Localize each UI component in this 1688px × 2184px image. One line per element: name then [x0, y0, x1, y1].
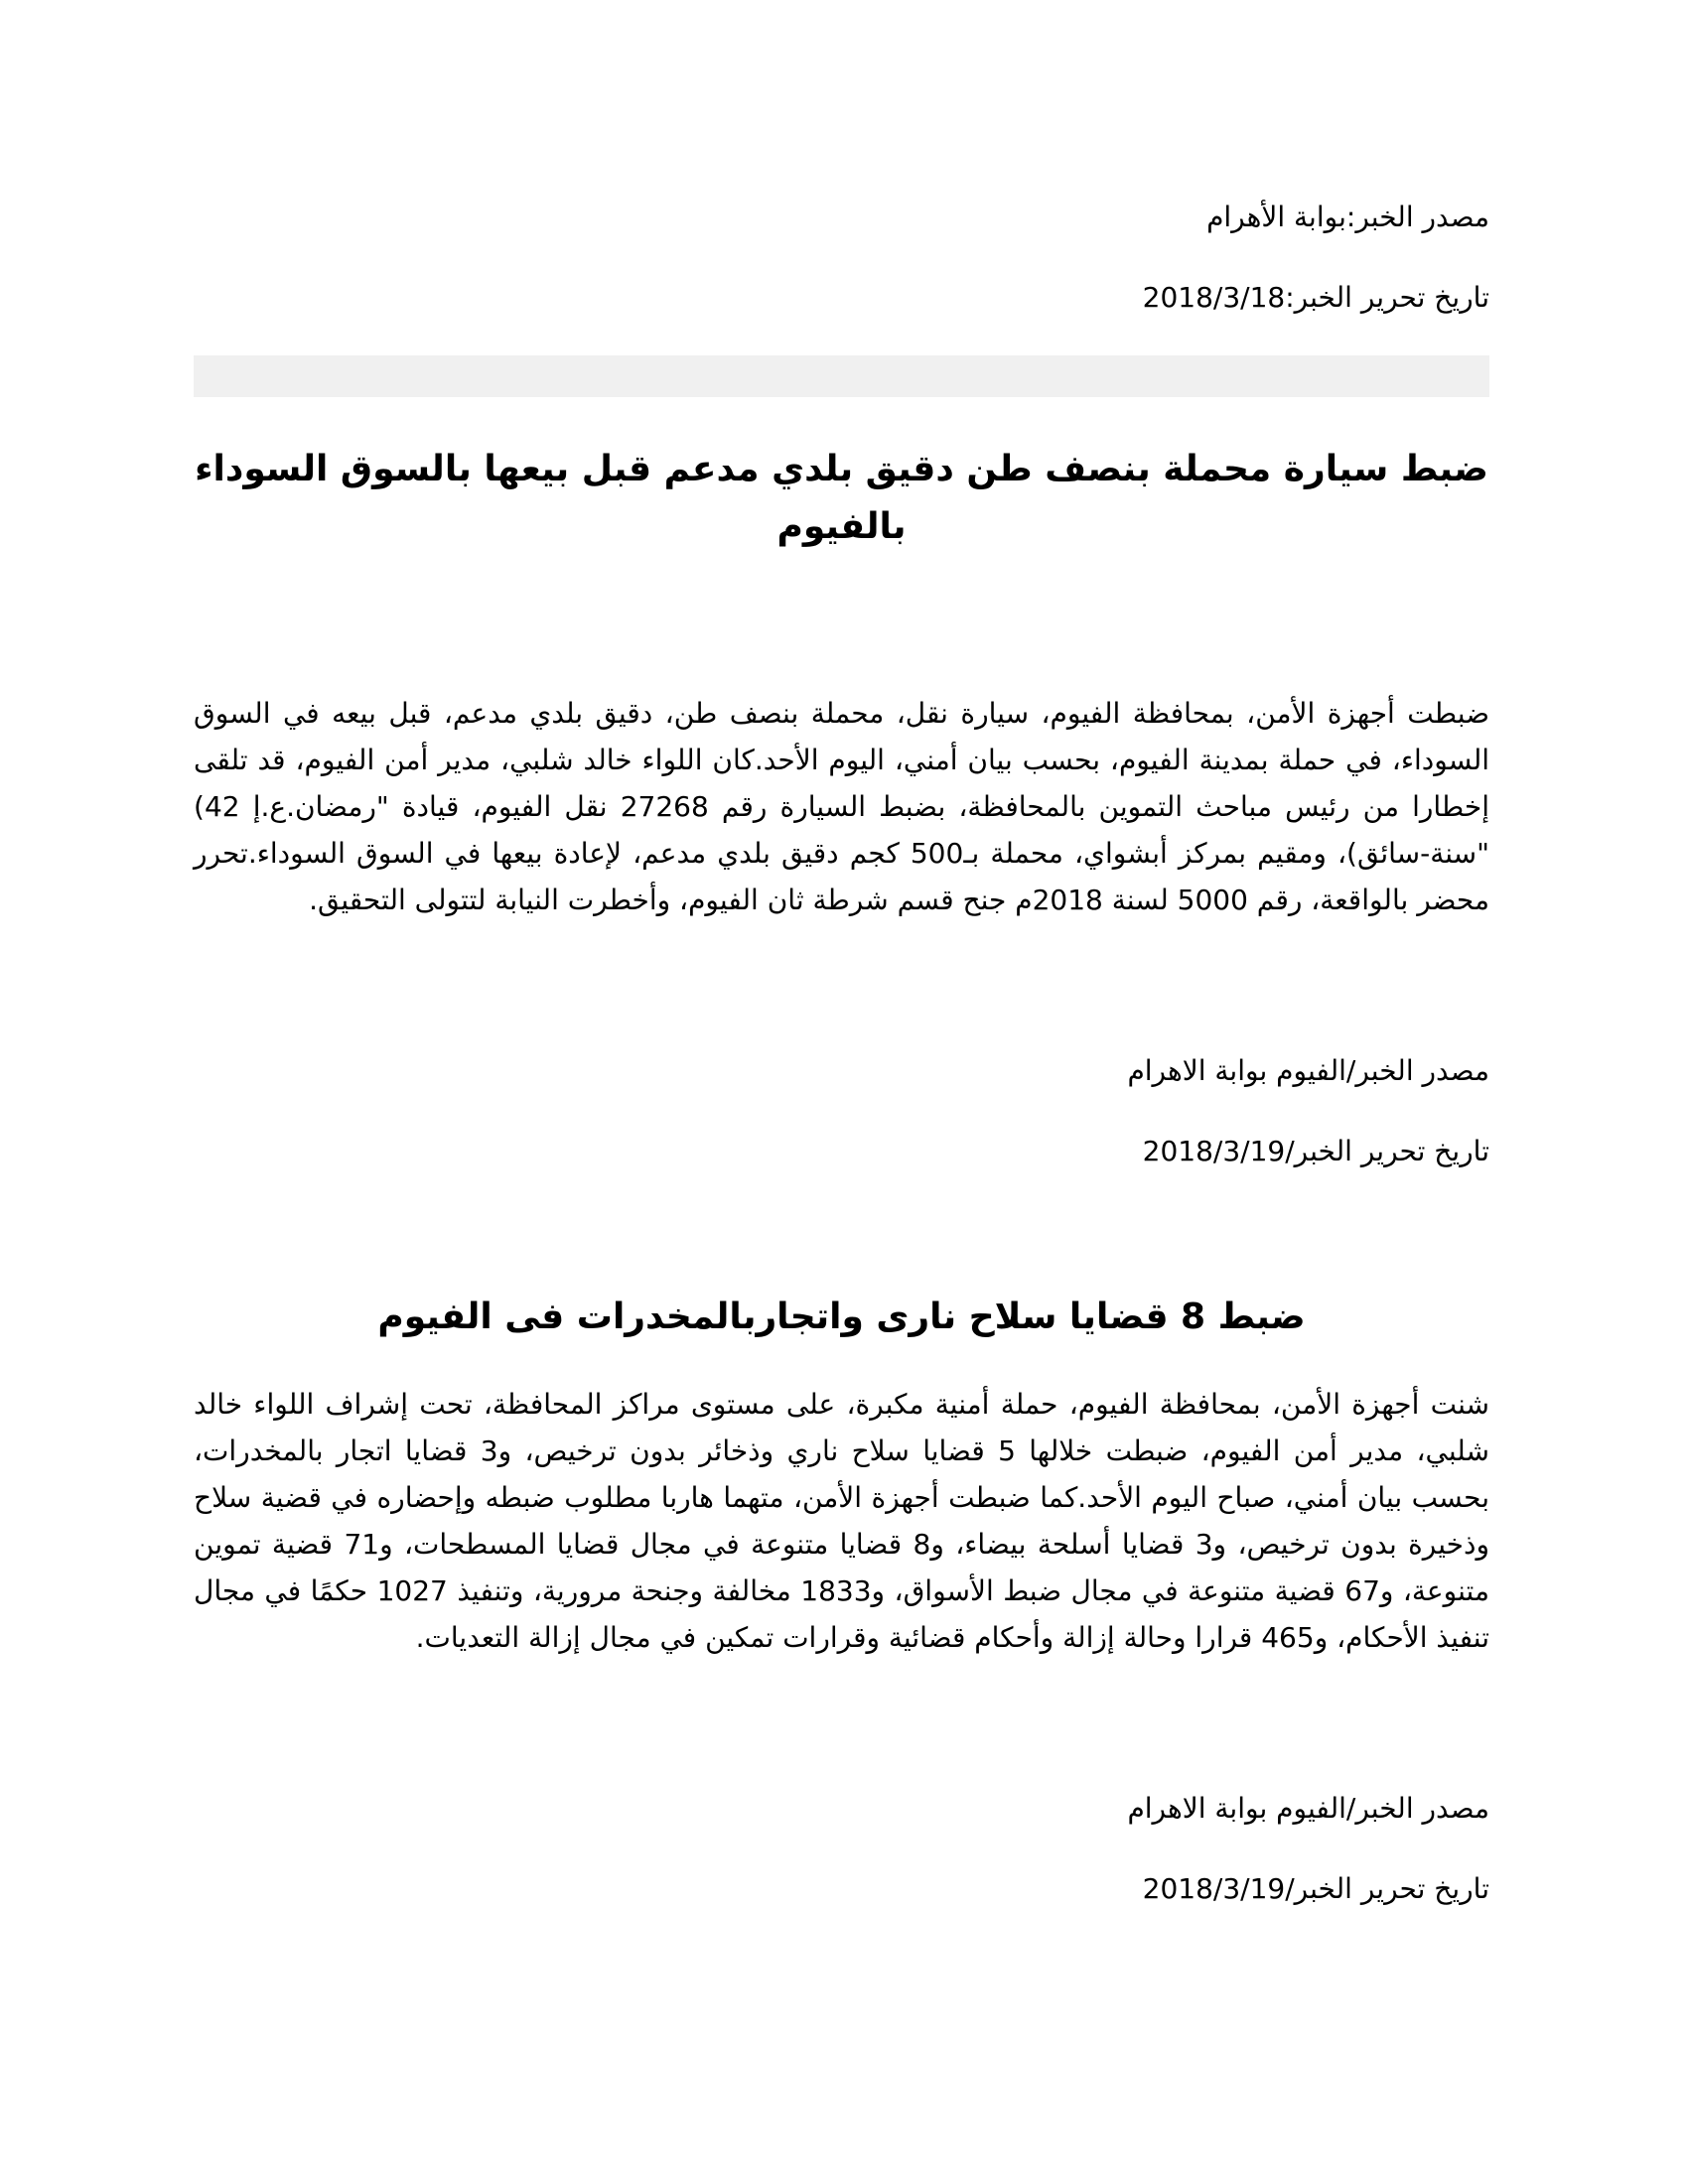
article-2-body: شنت أجهزة الأمن، بمحافظة الفيوم، حملة أمنية مكبرة، على مستوى مراكز المحافظة، تحت إشراف اللواء خالد شلبي، مدير أمن الفيوم، ضبطت خلالها 5 قضايا سلاح ناري وذخائر بدون ترخيص، و3 قضايا اتجار بالمخدرات، بحسب بيان أمني، صباح اليوم الأحد.كما ضبطت أجهزة الأمن، متهما هاربا مطلوب ضبطه وإحضاره في قضية سلاح وذخيرة بدون ترخيص، و3 قضايا أسلحة بيضاء، و8 قضايا متنوعة في مجال قضايا المسطحات، و71 قضية تموين متنوعة، و67 قضية متنوعة في مجال ضبط الأسواق، و1833 مخالفة وجنحة مرورية، وتنفيذ 1027 حكمًا في مجال تنفيذ الأحكام، و465 قرارا وحالة إزالة وأحكام قضائية وقرارات تمكين في مجال إزالة التعديات. [194, 1388, 1490, 1654]
article-2-title: ضبط 8 قضايا سلاح نارى واتجاربالمخدرات فى الفيوم [377, 1297, 1306, 1337]
header-date: تاريخ تحرير الخبر:2018/3/18 [1142, 281, 1489, 314]
article-1-body: ضبطت أجهزة الأمن، بمحافظة الفيوم، سيارة نقل، محملة بنصف طن، دقيق بلدي مدعم، قبل بيعه في السوق السوداء، في حملة بمدينة الفيوم، بحسب بيان أمني، اليوم الأحد.كان اللواء خالد شلبي، مدير أمن الفيوم، قد تلقى إخطارا من رئيس مباحث التموين بالمحافظة، بضبط السيارة رقم 27268 نقل الفيوم، قيادة "رمضان.ع.إ 42) "سنة-سائق)، ومقيم بمركز أبشواي، محملة بـ500 كجم دقيق بلدي مدعم، لإعادة بيعها في السوق السوداء.تحرر محضر بالواقعة، رقم 5000 لسنة 2018م جنح قسم شرطة ثان الفيوم، وأخطرت النيابة لتتولى التحقيق. [194, 697, 1490, 916]
article-1-title-line-2: بالفيوم [776, 506, 907, 547]
article-1-date: تاريخ تحرير الخبر/2018/3/19 [1142, 1135, 1489, 1167]
header-source: مصدر الخبر:بوابة الأهرام [1206, 201, 1489, 233]
article-1-title-line-1: ضبط سيارة محملة بنصف طن دقيق بلدي مدعم قبل بيعها بالسوق السوداء [195, 449, 1488, 489]
separator-bar [194, 355, 1489, 397]
article-2-date: تاريخ تحرير الخبر/2018/3/19 [1142, 1872, 1489, 1905]
article-2-source: مصدر الخبر/الفيوم بوابة الاهرام [1127, 1792, 1489, 1825]
article-1-title [194, 441, 1489, 556]
article-1-source: مصدر الخبر/الفيوم بوابة الاهرام [1127, 1054, 1489, 1087]
document-page [194, 0, 1489, 2184]
